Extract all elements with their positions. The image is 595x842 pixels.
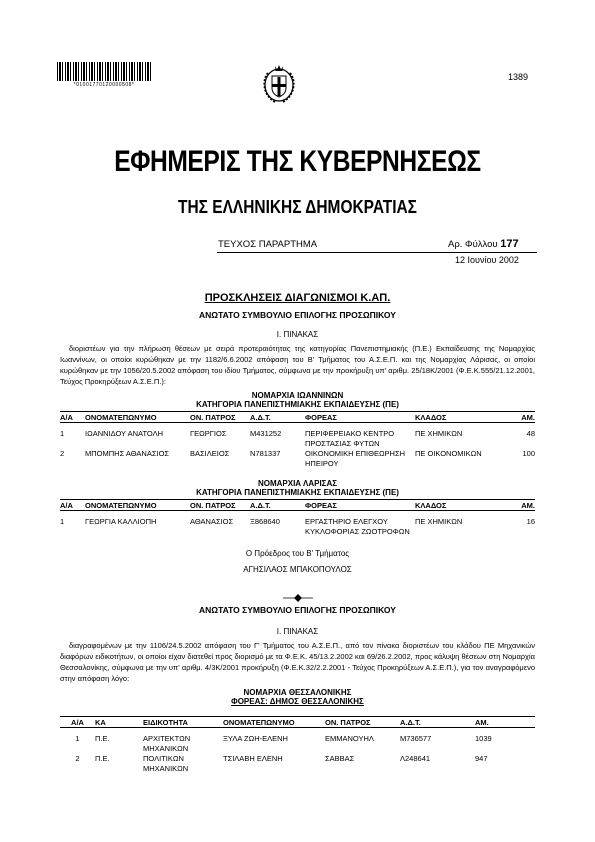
col-header: ΟΝΟΜΑΤΕΠΩΝΥΜΟ <box>85 500 190 511</box>
cell-name: ΙΩΑΝΝΙΔΟΥ ΑΝΑΤΟΛΗ <box>85 428 164 438</box>
cell-klados: ΠΕ ΟΙΚΟΝΟΜΙΚΩΝ <box>415 448 482 458</box>
barcode <box>57 62 151 81</box>
sheet-number: 177 <box>500 238 519 250</box>
gazette-subtitle: ΤΗΣ ΕΛΛΗΝΙΚΗΣ ΔΗΜΟΚΡΑΤΙΑΣ <box>178 197 417 217</box>
pinakas-heading-2: Ι. ΠΙΝΑΚΑΣ <box>276 627 319 636</box>
board-heading-2: ΑΝΩΤΑΤΟ ΣΥΜΒΟΥΛΙΟ ΕΠΙΛΟΓΗΣ ΠΡΟΣΩΠΙΚΟΥ <box>199 605 396 615</box>
section-title: ΠΡΟΣΚΛΗΣΕΙΣ ΔΙΑΓΩΝΙΣΜΟΙ Κ.ΑΠ. <box>204 292 391 304</box>
col-header: ΦΟΡΕΑΣ <box>305 412 415 423</box>
col-header: Α/Α <box>60 500 85 511</box>
cell-father: ΕΜΜΑΝΟΥΗΛ <box>325 733 374 743</box>
cell-name: ΤΣΙΛΑΒΗ ΕΛΕΝΗ <box>223 753 283 763</box>
cell-name: ΓΕΩΡΓΙΑ ΚΑΛΛΙΟΠΗ <box>85 516 157 526</box>
col-header: Α.Δ.Τ. <box>250 500 305 511</box>
table-row <box>60 754 535 774</box>
col-header: ΑΜ. <box>475 717 535 728</box>
cell-am: 947 <box>475 753 488 763</box>
table-larisa <box>60 499 535 537</box>
col-header: Α.Δ.Τ. <box>250 412 305 423</box>
cell-eidikotita: ΑΡΧΙΤΕΚΤΩΝ ΜΗΧΑΝΙΚΩΝ <box>143 733 191 753</box>
table-row <box>60 429 535 449</box>
paragraph-1 <box>60 343 535 387</box>
table-header-row <box>60 500 535 511</box>
col-header: ΦΟΡΕΑΣ <box>305 500 415 511</box>
cell-aa: 1 <box>60 516 65 526</box>
table-row <box>60 517 535 537</box>
category-heading: ΚΑΤΗΓΟΡΙΑ ΠΑΝΕΠΙΣΤΗΜΙΑΚΗΣ ΕΚΠΑΙΔΕΥΣΗΣ (ΠΕ) <box>196 488 399 497</box>
cell-am: 48 <box>526 428 535 438</box>
cell-name: ΞΥΛΑ ΖΩΗ-ΕΛΕΝΗ <box>223 733 288 743</box>
cell-adt: Μ736577 <box>400 733 432 743</box>
cell-foreas: ΟΙΚΟΝΟΜΙΚΗ ΕΠΙΘΕΩΡΗΣΗ ΗΠΕΙΡΟΥ <box>305 448 406 468</box>
issue-type: ΤΕΥΧΟΣ ΠΑΡΑΡΤΗΜΑ <box>218 239 318 250</box>
cell-foreas: ΕΡΓΑΣΤΗΡΙΟ ΕΛΕΓΧΟΥ ΚΥΚΛΟΦΟΡΙΑΣ ΖΩΟΤΡΟΦΩΝ <box>305 516 410 536</box>
section-separator-ornament <box>283 593 313 603</box>
signatory-name: ΑΓΗΣΙΛΑΟΣ ΜΠΑΚΟΠΟΥΛΟΣ <box>243 565 352 574</box>
cell-adt: Ξ868640 <box>250 516 280 526</box>
pinakas-heading: Ι. ΠΙΝΑΚΑΣ <box>276 330 319 339</box>
signatory-role: Ο Πρόεδρος του Β' Τμήματος <box>245 549 350 558</box>
col-header: ΟΝ. ΠΑΤΡΟΣ <box>325 717 400 728</box>
table-ioannina <box>60 411 535 469</box>
table-thessaloniki <box>60 716 535 774</box>
col-header: Α/Α <box>60 717 95 728</box>
col-header: ΚΛΑΔΟΣ <box>415 412 500 423</box>
board-heading: ΑΝΩΤΑΤΟ ΣΥΜΒΟΥΛΙΟ ΕΠΙΛΟΓΗΣ ΠΡΟΣΩΠΙΚΟΥ <box>199 310 396 320</box>
sheet-label: Αρ. Φύλλου <box>448 239 498 250</box>
cell-father: ΑΘΑΝΑΣΙΟΣ <box>190 516 234 526</box>
nomarchia-heading: ΝΟΜΑΡΧΙΑ ΙΩΑΝΝΙΝΩΝ <box>251 391 344 400</box>
col-header: ΑΜ. <box>500 412 535 423</box>
paragraph-2-text: διαγραφομένων με την 1106/24.5.2002 απόφαση του Γ' Τμήματος του Α.Σ.Ε.Π., από τον πίνακα διοριστέων του κλάδου ΠΕ Μηχανικών διαφόρων ειδικοτήτων, οι οποίοι είχαν διατεθεί προς διορισμό με τα Φ.Ε.Κ. 45/13.2.2002 και 69/26.2.2002, προς κάλυψη θέσεων στη Νομαρχία Θεσσαλονίκης, σύμφωνα με την υπ' αριθμ. 4/3Κ/2001 προκήρυξη (Φ.Ε.Κ.32/2.2.2001 - Τεύχος Προκηρύξεων Α.Σ.Ε.Π.), για τον αναγραφόμενο στην απόφαση λόγο: <box>60 641 535 683</box>
table-header-row <box>60 412 535 423</box>
cell-klados: ΠΕ ΧΗΜΙΚΩΝ <box>415 516 463 526</box>
cell-aa: 1 <box>75 733 80 743</box>
nomarchia-heading: ΝΟΜΑΡΧΙΑ ΘΕΣΣΑΛΟΝΙΚΗΣ <box>243 688 352 697</box>
paragraph-2 <box>60 640 535 684</box>
col-header: ΑΜ. <box>500 500 535 511</box>
issue-date: 12 Ιουνίου 2002 <box>455 255 519 265</box>
col-header: ΟΝ. ΠΑΤΡΟΣ <box>190 412 250 423</box>
col-header: ΟΝΟΜΑΤΕΠΩΝΥΜΟ <box>223 717 325 728</box>
gazette-title: ΕΦΗΜΕΡΙΣ ΤΗΣ ΚΥΒΕΡΝΗΣΕΩΣ <box>114 145 481 178</box>
cell-aa: 2 <box>75 753 80 763</box>
cell-adt: Λ248641 <box>400 753 431 763</box>
cell-father: ΣΑΒΒΑΣ <box>325 753 355 763</box>
cell-father: ΒΑΣΙΛΕΙΟΣ <box>190 448 230 458</box>
cell-foreas: ΠΕΡΙΦΕΡΕΙΑΚΟ ΚΕΝΤΡΟ ΠΡΟΣΤΑΣΙΑΣ ΦΥΤΩΝ <box>305 428 395 448</box>
cell-am: 16 <box>526 516 535 526</box>
col-header: ΕΙΔΙΚΟΤΗΤΑ <box>143 717 223 728</box>
table-row <box>60 449 535 469</box>
col-header: ΟΝΟΜΑΤΕΠΩΝΥΜΟ <box>85 412 190 423</box>
paragraph-1-text: διοριστέων για την πλήρωση θέσεων με σειρά προτεραιότητας της κατηγορίας Πανεπιστημιακής (Π.Ε.) Εκπαίδευσης της Νομαρχίας Ιωαννίνων, οι οποίοι κυρώθηκαν με την 1182/6.6.2002 απόφαση του Β' Τμήματος του Α.Σ.Ε.Π. και της Νομαρχίας Λάρισας, οι οποίοι κυρώθηκαν με την 1056/20.5.2002 απόφαση του ιδίου Τμήματος, σύμφωνα με την προκήρυξη υπ' αριθμ. 25/18Κ/2001 (Φ.Ε.Κ.555/21.12.2001, Τεύχος Προκηρύξεων Α.Σ.Ε.Π.): <box>60 344 535 386</box>
coat-of-arms-emblem <box>257 63 301 105</box>
cell-ka: Π.Ε. <box>95 753 110 763</box>
cell-klados: ΠΕ ΧΗΜΙΚΩΝ <box>415 428 463 438</box>
cell-adt: Ν781337 <box>250 448 281 458</box>
cell-ka: Π.Ε. <box>95 733 110 743</box>
table-header-row <box>60 717 535 728</box>
table-row <box>60 734 535 754</box>
cell-name: ΜΠΟΜΠΗΣ ΑΘΑΝΑΣΙΟΣ <box>85 448 170 458</box>
cell-father: ΓΕΩΡΓΙΟΣ <box>190 428 227 438</box>
header-divider <box>217 252 537 253</box>
nomarchia-heading: ΝΟΜΑΡΧΙΑ ΛΑΡΙΣΑΣ <box>257 479 338 488</box>
col-header: Α.Δ.Τ. <box>400 717 475 728</box>
category-heading: ΚΑΤΗΓΟΡΙΑ ΠΑΝΕΠΙΣΤΗΜΙΑΚΗΣ ΕΚΠΑΙΔΕΥΣΗΣ (ΠΕ) <box>196 400 399 409</box>
page-number: 1389 <box>508 72 529 82</box>
col-header: ΚΛΑΔΟΣ <box>415 500 500 511</box>
col-header: ΟΝ. ΠΑΤΡΟΣ <box>190 500 250 511</box>
cell-am: 100 <box>522 448 535 458</box>
cell-am: 1039 <box>475 733 492 743</box>
barcode-number: *01001770120000508* <box>73 82 135 88</box>
foreas-heading: ΦΟΡΕΑΣ: ΔΗΜΟΣ ΘΕΣΣΑΛΟΝΙΚΗΣ <box>231 697 364 706</box>
cell-aa: 2 <box>60 448 65 458</box>
cell-eidikotita: ΠΟΛΙΤΙΚΩΝ ΜΗΧΑΝΙΚΩΝ <box>143 753 189 773</box>
col-header: Α/Α <box>60 412 85 423</box>
cell-aa: 1 <box>60 428 65 438</box>
col-header: ΚΑ <box>95 717 143 728</box>
sheet-number-label <box>448 238 519 250</box>
cell-adt: Μ431252 <box>250 428 282 438</box>
